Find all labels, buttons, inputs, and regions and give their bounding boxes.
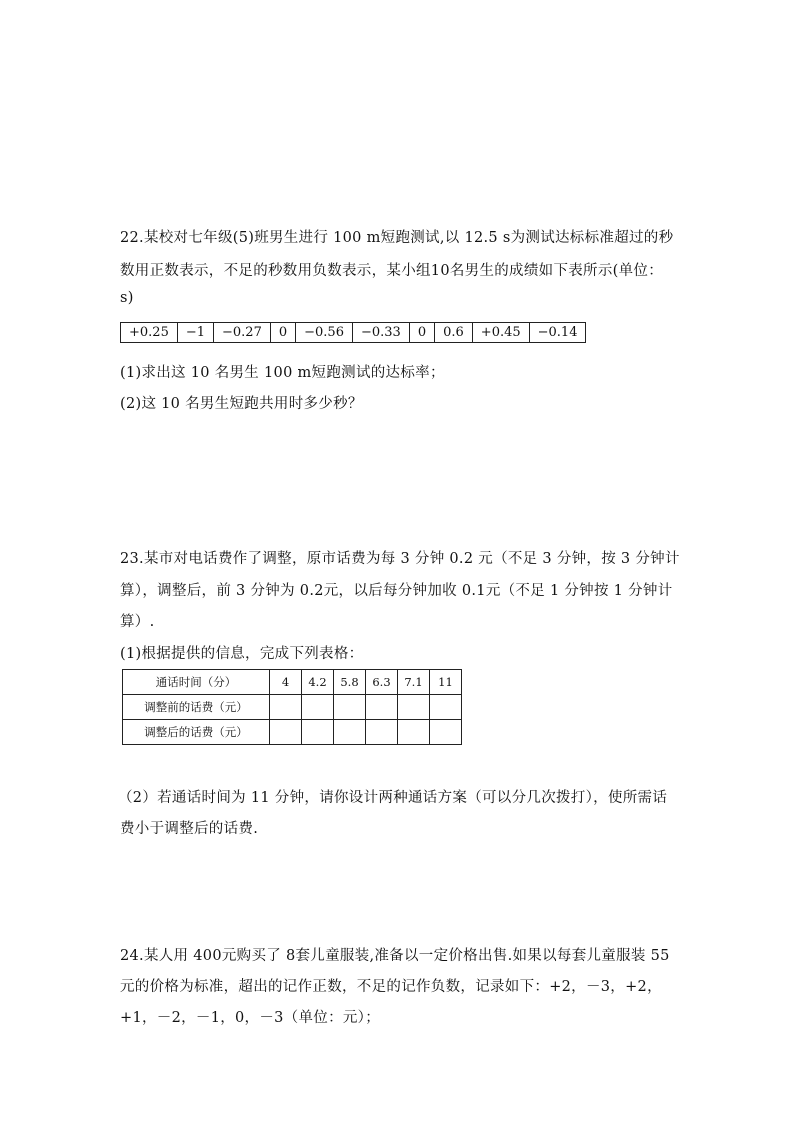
table-row	[121, 323, 586, 343]
q23-fee-table	[122, 669, 462, 745]
table-cell: −0.14	[529, 323, 586, 343]
table-cell-empty	[398, 695, 430, 720]
table-cell: −0.27	[214, 323, 271, 343]
table-row-label: 调整前的话费（元）	[123, 695, 270, 720]
table-cell: −0.56	[296, 323, 353, 343]
table-cell-empty	[334, 695, 366, 720]
table-cell-empty	[430, 720, 462, 745]
q22-text-line-1: 22.某校对七年级(5)班男生进行 100 m短跑测试,以 12.5 s为测试达标标准超过的秒	[120, 230, 674, 246]
q23-sub-question-1: (1)根据提供的信息，完成下列表格：	[120, 646, 364, 662]
table-row	[123, 670, 462, 695]
table-cell-empty	[366, 720, 398, 745]
table-cell-empty	[430, 695, 462, 720]
table-header-cell: 6.3	[366, 670, 398, 695]
q24-text-line-1: 24.某人用 400元购买了 8套儿童服装,准备以一定价格出售.如果以每套儿童服装 55	[120, 948, 670, 964]
table-header-cell: 11	[430, 670, 462, 695]
table-cell-empty	[270, 695, 302, 720]
table-cell-empty	[302, 695, 334, 720]
table-cell: −1	[177, 323, 213, 343]
q22-sub-question-1: (1)求出这 10 名男生 100 m短跑测试的达标率；	[120, 365, 445, 381]
q23-text-line-2: 算），调整后，前 3 分钟为 0.2元，以后每分钟加收 0.1元（不足 1 分钟按 1 分钟计	[120, 583, 673, 599]
table-cell-empty	[398, 720, 430, 745]
table-cell: 0	[409, 323, 434, 343]
table-row	[123, 695, 462, 720]
table-cell-empty	[366, 695, 398, 720]
q23-sub-question-2: （2）若通话时间为 11 分钟，请你设计两种通话方案（可以分几次拨打），使所需话	[118, 790, 668, 806]
table-cell-empty	[334, 720, 366, 745]
table-row-label: 调整后的话费（元）	[123, 720, 270, 745]
q23-text-line-1: 23.某市对电话费作了调整，原市话费为每 3 分钟 0.2 元（不足 3 分钟，按 3 分钟计	[120, 551, 680, 567]
q24-text-line-3: +1，－2，－1，0，－3（单位：元）；	[120, 1010, 381, 1026]
q22-text-line-3: s)	[120, 290, 134, 306]
q22-sub-question-2: (2)这 10 名男生短跑共用时多少秒？	[120, 396, 363, 412]
table-cell: −0.33	[352, 323, 409, 343]
table-header-cell: 4	[270, 670, 302, 695]
table-cell: 0	[270, 323, 295, 343]
table-cell-empty	[270, 720, 302, 745]
table-cell: +0.25	[121, 323, 178, 343]
table-cell: +0.45	[472, 323, 529, 343]
q23-sub-question-2-cont: 费小于调整后的话费.	[120, 821, 259, 837]
q22-score-table	[120, 322, 586, 343]
table-header-label: 通话时间（分）	[123, 670, 270, 695]
table-header-cell: 5.8	[334, 670, 366, 695]
q22-text-line-2: 数用正数表示，不足的秒数用负数表示，某小组10名男生的成绩如下表所示(单位：	[120, 263, 664, 279]
q23-text-line-3: 算）.	[120, 614, 155, 630]
table-cell: 0.6	[435, 323, 473, 343]
table-header-cell: 7.1	[398, 670, 430, 695]
table-row	[123, 720, 462, 745]
table-header-cell: 4.2	[302, 670, 334, 695]
q24-text-line-2: 元的价格为标准，超出的记作正数，不足的记作负数，记录如下：+2，－3，+2，	[120, 979, 662, 995]
table-cell-empty	[302, 720, 334, 745]
